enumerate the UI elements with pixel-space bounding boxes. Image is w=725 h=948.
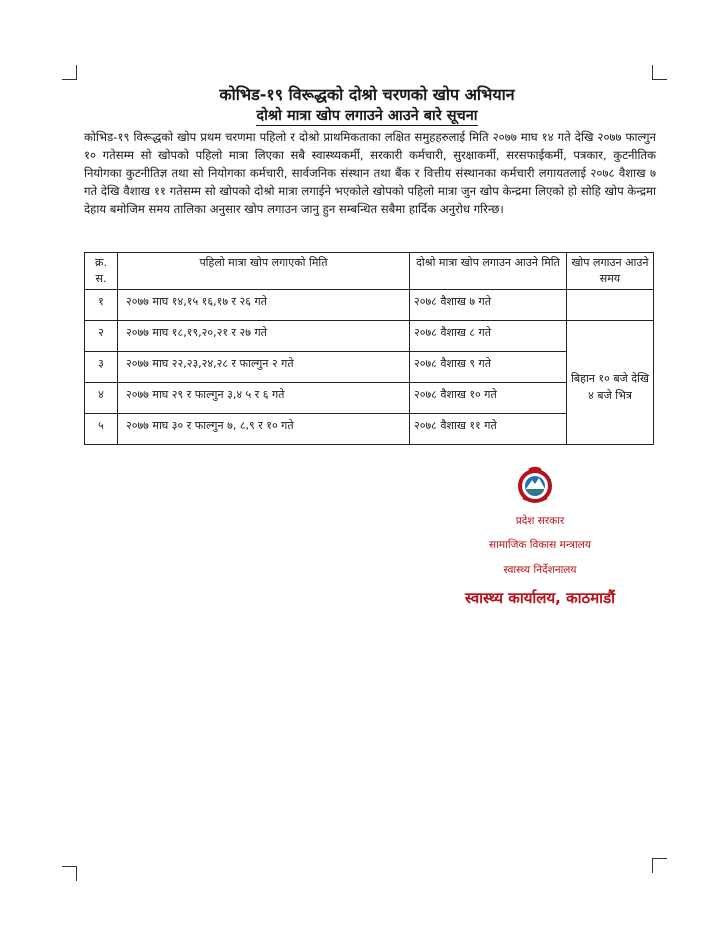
cell-time: बिहान १० बजे देखि ४ बजे भित्र [567,321,654,445]
cell-serial: १ [85,290,118,321]
cell-serial: २ [85,321,118,352]
signature-line-3: स्वास्थ्य निर्देशनालय [503,564,577,576]
nepal-emblem-icon [515,465,555,505]
header-serial: क्र. स. [85,253,118,290]
cell-first-dose: २०७७ माघ ३० र फाल्गुन ७, ८,९ र १० गते [118,414,410,445]
crop-mark-top-right [652,65,667,80]
cell-second-dose: २०७८ वैशाख ८ गते [410,321,567,352]
cell-serial: ४ [85,383,118,414]
notice-subtitle [82,105,652,125]
office-name: स्वास्थ्य कार्यालय, काठमाडौं [465,589,615,607]
schedule-table [84,252,654,445]
notice-title: कोभिड-१९ विरूद्धको दोश्रो चरणको खोप अभियान [219,85,515,104]
cell-serial: ५ [85,414,118,445]
signature-line-1: प्रदेश सरकार [515,515,565,527]
cell-second-dose: २०७८ वैशाख १० गते [410,383,567,414]
cell-first-dose: २०७७ माघ १८,१९,२०,२१ र २७ गते [118,321,410,352]
crop-mark-bottom-left [62,866,77,881]
crop-mark-top-left [62,65,77,80]
header-second-dose: दोश्रो मात्रा खोप लगाउन आउने मिति [410,253,567,290]
cell-serial: ३ [85,352,118,383]
notice-body: कोभिड-१९ विरूद्धको खोप प्रथम चरणमा पहिलो र दोश्रो प्राथमिकताका लक्षित समुहहरुलाई मिति २०७७ माघ १४ गते देखि २०७७ फाल्गुन १० गतेसम्म सो खोपको पहिलो मात्रा लिएका सबै स्वास्थ्यकर्मी, सरकारी कर्मचारी, सुरक्षाकर्मी, सरसफाईकर्मी, पत्रकार, कुटनीतिक नियोगका कुटनीतिज्ञ तथा सो नियोगका कर्मचारी, सार्वजनिक संस्थान तथा बैंक र वित्तीय संस्थानका कर्मचारी लगायतलाई २०७८ वैशाख ७ गते देखि वैशाख ११ गतेसम्म सो खोपको दोश्रो मात्रा लगाईने भएकोले खोपको पहिलो मात्रा जुन खोप केन्द्रमा लिएको हो सोहि खोप केन्द्रमा देहाय बमोजिम समय तालिका अनुसार खोप लगाउन जानु हुन सम्बन्धित सबैमा हार्दिक अनुरोध गरिन्छ। [84,130,656,216]
header-time: खोप लगाउन आउने समय [567,253,654,290]
cell-second-dose: २०७८ वैशाख ९ गते [410,352,567,383]
signature-line-2: सामाजिक विकास मन्त्रालय [489,539,591,551]
cell-first-dose: २०७७ माघ २२,२३,२४,२८ र फाल्गुन २ गते [118,352,410,383]
notice-subtitle-text: दोश्रो मात्रा खोप लगाउने आउने बारे सूचना [256,108,478,124]
cell-time-empty [567,290,654,321]
cell-first-dose: २०७७ माघ २९ र फाल्गुन ३,४ ५ र ६ गते [118,383,410,414]
header-first-dose: पहिलो मात्रा खोप लगाएको मिति [118,253,410,290]
crop-mark-bottom-right [652,858,667,873]
table-row [85,290,654,321]
table-header-row [85,253,654,290]
cell-second-dose: २०७८ वैशाख ११ गते [410,414,567,445]
cell-second-dose: २०७८ वैशाख ७ गते [410,290,567,321]
cell-first-dose: २०७७ माघ १४,१५ १६,१७ र २६ गते [118,290,410,321]
table-row [85,321,654,352]
